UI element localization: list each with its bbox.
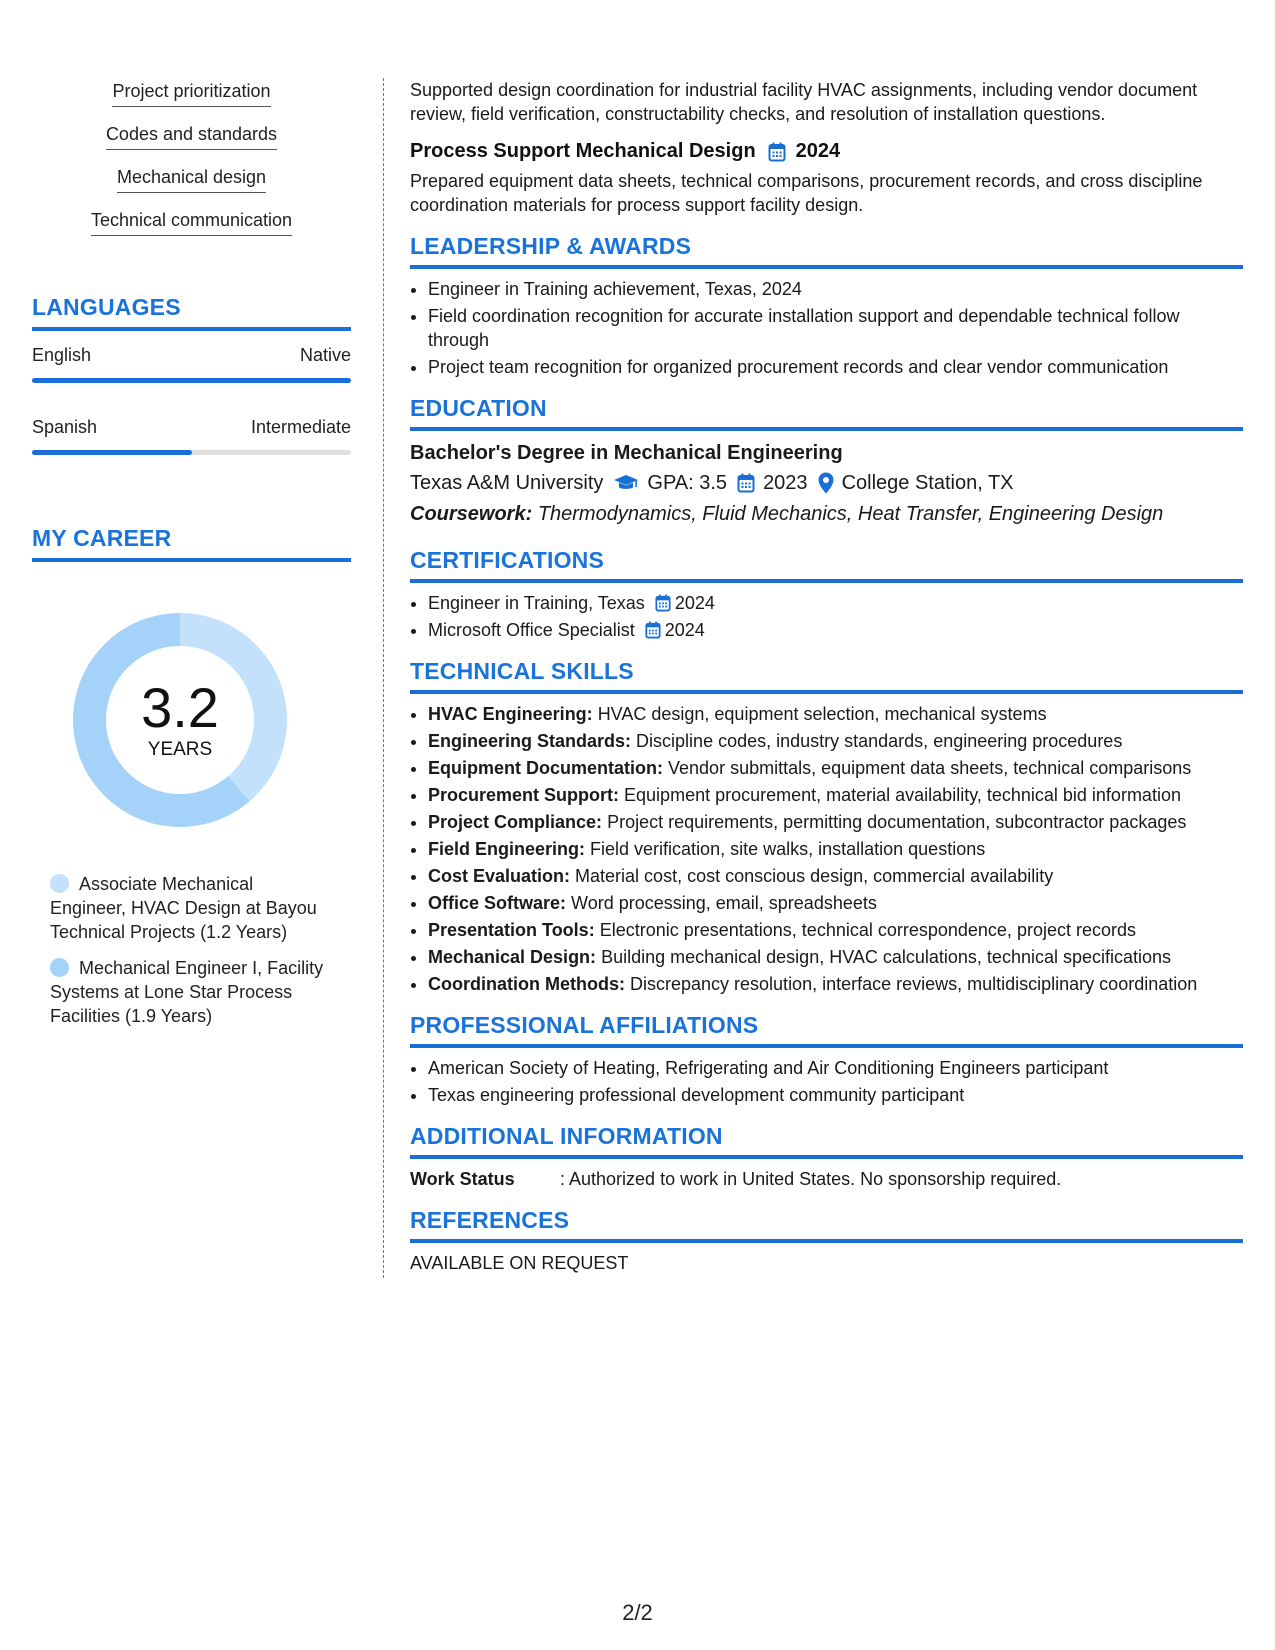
intro-paragraph: Supported design coordination for industrial facility HVAC assignments, including vendor document review, field verification, constructability checks, and resolution of installation questions. <box>410 80 1198 124</box>
technical-skill-item <box>428 945 1243 969</box>
additional-info-heading: ADDITIONAL INFORMATION <box>410 1123 1243 1159</box>
technical-skill-item <box>428 810 1243 834</box>
certifications-list <box>410 591 1243 642</box>
references-heading: REFERENCES <box>410 1207 1243 1243</box>
leadership-list <box>410 277 1243 379</box>
affiliations-heading: PROFESSIONAL AFFILIATIONS <box>410 1012 1243 1048</box>
coursework-label: Coursework: <box>410 503 533 525</box>
job-year: 2024 <box>795 140 841 162</box>
leadership-item: • Project team recognition for organized procurement records and clear vendor communication <box>428 355 1243 379</box>
technical-skill-item <box>428 864 1243 888</box>
technical-skill-item <box>428 783 1243 807</box>
skill-pill: Technical communication <box>91 209 292 236</box>
technical-skill-value: Building mechanical design, HVAC calculations, technical specifications <box>601 947 1172 967</box>
languages-heading: LANGUAGES <box>32 294 351 331</box>
certification-item <box>428 618 1243 642</box>
career-heading: MY CAREER <box>32 525 351 562</box>
technical-skill-label: HVAC Engineering: <box>428 704 593 724</box>
technical-skill-label: Field Engineering: <box>428 839 586 859</box>
job-description: Prepared equipment data sheets, technical comparisons, procurement records, and cross discipline coordination materials for process support facility design. <box>410 171 1203 215</box>
education-location: College Station, TX <box>841 472 1014 494</box>
education-year: 2023 <box>763 472 808 494</box>
leadership-item: • Engineer in Training achievement, Texas, 2024 <box>428 277 1243 301</box>
technical-skill-value: Electronic presentations, technical correspondence, project records <box>599 920 1136 940</box>
technical-skill-item <box>428 729 1243 753</box>
language-item <box>32 345 351 383</box>
graduation-cap-icon <box>613 474 639 492</box>
language-proficiency-fill <box>32 378 351 383</box>
technical-skill-label: Mechanical Design: <box>428 947 597 967</box>
skill-pill: Mechanical design <box>117 166 266 193</box>
affiliation-item: • American Society of Heating, Refrigerating and Air Conditioning Engineers participant <box>428 1056 1243 1080</box>
language-row <box>32 345 351 366</box>
donut-center <box>66 606 294 834</box>
technical-skills-list <box>410 702 1243 996</box>
calendar-icon <box>737 473 755 493</box>
certification-name: Engineer in Training, Texas <box>428 593 645 613</box>
technical-skill-value: Discrepancy resolution, interface reviews, multidisciplinary coordination <box>630 974 1198 994</box>
affiliation-item: • Texas engineering professional development community participant <box>428 1083 1243 1107</box>
technical-skill-value: HVAC design, equipment selection, mechanical systems <box>597 704 1047 724</box>
career-legend-item <box>50 872 330 944</box>
language-proficiency-fill <box>32 450 192 455</box>
main-content <box>410 78 1243 1275</box>
leadership-item: • Field coordination recognition for accurate installation support and dependable technical follow through <box>428 304 1243 352</box>
technical-skill-value: Equipment procurement, material availability, technical bid information <box>624 785 1181 805</box>
career-label: Mechanical Engineer I, Facility Systems at Lone Star Process Facilities (1.9 Years) <box>50 958 324 1026</box>
education-details <box>410 467 1243 499</box>
language-proficiency-bar <box>32 378 351 383</box>
language-level: Intermediate <box>250 417 351 437</box>
technical-skill-value: Field verification, site walks, installation questions <box>590 839 986 859</box>
technical-skill-label: Presentation Tools: <box>428 920 595 940</box>
coursework-list: Thermodynamics, Fluid Mechanics, Heat Transfer, Engineering Design <box>537 503 1164 525</box>
skill-pill: Project prioritization <box>112 80 270 107</box>
education-heading: EDUCATION <box>410 395 1243 431</box>
technical-skill-label: Coordination Methods: <box>428 974 625 994</box>
left-sidebar <box>32 80 351 1040</box>
skill-pill: Codes and standards <box>106 123 277 150</box>
education-coursework <box>410 499 1243 529</box>
career-legend <box>50 872 330 1028</box>
work-status-row <box>410 1167 1243 1191</box>
technical-skill-item <box>428 702 1243 726</box>
career-legend-item <box>50 956 330 1028</box>
technical-skill-value: Project requirements, permitting documentation, subcontractor packages <box>607 812 1187 832</box>
references-text: AVAILABLE ON REQUEST <box>410 1253 629 1273</box>
language-row <box>32 417 351 438</box>
column-divider <box>383 78 384 1278</box>
certification-year: 2024 <box>664 620 705 640</box>
technical-skill-label: Cost Evaluation: <box>428 866 571 886</box>
work-status-value: : Authorized to work in United States. No sponsorship required. <box>560 1169 1062 1189</box>
skill-list <box>32 80 351 252</box>
job-title-row <box>410 140 1243 163</box>
legend-dot-icon <box>50 874 69 893</box>
technical-skill-item <box>428 756 1243 780</box>
education-school: Texas A&M University <box>410 472 604 494</box>
calendar-icon <box>655 594 671 612</box>
page-number: 2/2 <box>622 1600 653 1625</box>
technical-skill-value: Discipline codes, industry standards, engineering procedures <box>636 731 1123 751</box>
certification-year: 2024 <box>674 593 715 613</box>
legend-dot-icon <box>50 958 69 977</box>
technical-skill-item <box>428 837 1243 861</box>
technical-skill-value: Word processing, email, spreadsheets <box>571 893 877 913</box>
language-item <box>32 417 351 455</box>
location-pin-icon <box>818 472 834 494</box>
career-unit: YEARS <box>147 739 213 760</box>
job-title: Process Support Mechanical Design <box>410 140 756 162</box>
calendar-icon <box>768 142 786 162</box>
career-total-years: 3.2 <box>141 676 219 739</box>
technical-skill-value: Material cost, cost conscious design, commercial availability <box>575 866 1054 886</box>
language-name: Spanish <box>32 417 98 437</box>
career-donut-chart <box>66 606 294 834</box>
work-status-label: Work Status <box>410 1169 515 1189</box>
language-list <box>32 345 351 455</box>
technical-skill-item <box>428 918 1243 942</box>
technical-skill-label: Procurement Support: <box>428 785 620 805</box>
certifications-heading: CERTIFICATIONS <box>410 547 1243 583</box>
education-gpa: GPA: 3.5 <box>647 472 728 494</box>
technical-skill-label: Project Compliance: <box>428 812 603 832</box>
leadership-heading: LEADERSHIP & AWARDS <box>410 233 1243 269</box>
education-degree: Bachelor's Degree in Mechanical Engineering <box>410 442 843 464</box>
technical-skill-label: Equipment Documentation: <box>428 758 663 778</box>
technical-skill-label: Office Software: <box>428 893 567 913</box>
language-level: Native <box>299 345 351 365</box>
language-proficiency-bar <box>32 450 351 455</box>
language-name: English <box>32 345 92 365</box>
technical-skills-heading: TECHNICAL SKILLS <box>410 658 1243 694</box>
technical-skill-item <box>428 972 1243 996</box>
career-label: Associate Mechanical Engineer, HVAC Design at Bayou Technical Projects (1.2 Years) <box>50 874 317 942</box>
certification-name: Microsoft Office Specialist <box>428 620 635 640</box>
certification-item <box>428 591 1243 615</box>
technical-skill-label: Engineering Standards: <box>428 731 632 751</box>
affiliations-list <box>410 1056 1243 1107</box>
calendar-icon <box>645 621 661 639</box>
technical-skill-value: Vendor submittals, equipment data sheets, technical comparisons <box>668 758 1192 778</box>
technical-skill-item <box>428 891 1243 915</box>
